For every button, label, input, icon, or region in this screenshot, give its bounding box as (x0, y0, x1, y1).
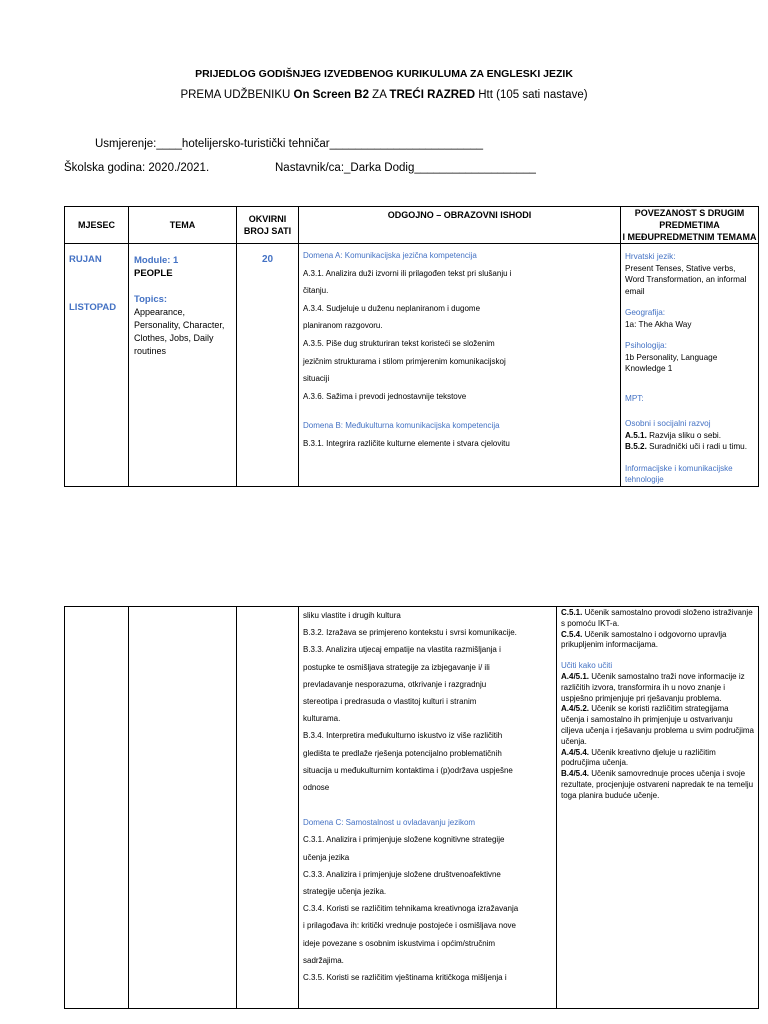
outcome-line: ideje povezane s osobnim iskustvima i općim/stručnim (303, 938, 496, 948)
subtitle-grade: TREĆI RAZRED (389, 89, 476, 101)
month-cell (65, 244, 129, 487)
osr-a51 (625, 430, 754, 442)
geografija-text: 1a: The Akha Way (625, 319, 692, 329)
hrvatski-text: Present Tenses, Stative verbs, Word Transformation, an informal email (625, 263, 747, 296)
outcome-line: postupke te osmišljava strategije za izbjegavanje i/ ili (303, 662, 490, 672)
uku-a451 (561, 672, 754, 704)
outcome-line: sliku vlastite i drugih kultura (303, 611, 401, 620)
header-mjesec: MJESEC (65, 207, 129, 244)
header-tema: TEMA (129, 207, 237, 244)
text-a451: Učenik samostalno traži nove informacije iz različitih izvora, transformira ih u novo znanje i uspješno primjenjuje pri rješavanju problema. (561, 671, 745, 703)
month-listopad: LISTOPAD (69, 302, 117, 313)
outcome-line: stereotipa i predrasuda o vlastitoj kulturi i stranim (303, 697, 477, 707)
school-year: Školska godina: 2020./2021. (64, 162, 210, 174)
outcome-line: prevladavanje nesporazuma, otkrivanje i razgradnju (303, 679, 487, 689)
outcome-line: C.3.3. Analizira i primjenjuje složene društvenoafektivne (303, 869, 501, 879)
uku-a454 (561, 748, 754, 770)
outcome-line: situaciji (303, 374, 330, 384)
geografija-label: Geografija: (625, 308, 666, 317)
outcome-line: i prilagođava ih: kritički vrednuje postojeće i osmišljava nove (303, 921, 516, 931)
hours-cell: 20 (237, 244, 299, 487)
code-a452: A.4/5.2. (561, 704, 590, 714)
outcome-line: odnose (303, 783, 330, 793)
module-title: PEOPLE (134, 268, 173, 279)
outcome-line: A.3.5. Piše dug strukturiran tekst koristeći se složenim (303, 338, 495, 348)
theme-cell (129, 244, 237, 487)
outcome-line: gledišta te predlaže rješenja potencijalno problematičnih (303, 748, 502, 758)
table-header-row (65, 207, 759, 244)
hours-cell-empty (237, 607, 299, 1009)
outcome-line: A.3.6. Sažima i prevodi jednostavnije tekstove (303, 391, 467, 401)
curriculum-table-page2 (64, 606, 759, 1009)
psihologija-label: Psihologija: (625, 341, 667, 350)
outcome-line: B.3.3. Analizira utjecaj empatije na vlastita razmišljanja i (303, 645, 501, 655)
outcomes-cell (299, 244, 621, 487)
code-a451: A.4/5.1. (561, 671, 590, 681)
curriculum-table-page1 (64, 206, 759, 487)
usmjerenje-line: Usmjerenje:____hotelijersko-turistički tehničar________________________ (95, 138, 484, 150)
text-b52: Suradnički uči i radi u timu. (646, 442, 747, 451)
header-okvirni-2: BROJ SATI (243, 226, 292, 236)
code-c54: C.5.4. (561, 629, 583, 639)
outcome-line: planiranom razgovoru. (303, 321, 383, 331)
outcome-line: situacija u međukulturnim kontaktima i (p)održava uspješne (303, 765, 513, 775)
outcomes-cell (299, 607, 557, 1009)
document-title: PRIJEDLOG GODIŠNJEG IZVEDBENOG KURIKULUMA ZA ENGLESKI JEZIK (195, 68, 573, 80)
text-c51: Učenik samostalno provodi složeno istraživanje s pomoću IKT-a. (561, 608, 753, 628)
header-povezanost-2: I MEĐUPREDMETNIM TEMAMA (622, 232, 757, 242)
mpt-label: MPT: (625, 393, 644, 403)
header-okvirni-1: OKVIRNI (248, 214, 287, 224)
code-b454: B.4/5.4. (561, 769, 590, 779)
domena-a: Domena A: Komunikacijska jezična kompetencija (303, 251, 477, 260)
psihologija-text: 1b Personality, Language Knowledge 1 (625, 352, 718, 373)
teacher-line: Nastavnik/ca:_Darka Dodig___________________ (275, 162, 536, 174)
document-subtitle (0, 89, 768, 101)
outcome-line: jezičnim strukturama i stilom primjerenim komunikacijskoj (303, 356, 506, 366)
outcome-line: sadržajima. (303, 955, 344, 965)
code-c51: C.5.1. (561, 608, 583, 617)
outcome-line: čitanju. (303, 286, 329, 296)
osr-label: Osobni i socijalni razvoj (625, 419, 711, 428)
outcome-line: C.3.4. Koristi se različitim tehnikama kreativnoga izražavanja (303, 904, 519, 914)
outcome-line: A.3.4. Sudjeluje u duženu neplaniranom i dugome (303, 303, 481, 313)
ikt-c54 (561, 630, 754, 652)
outcome-line: C.3.5. Koristi se različitim vještinama kritičkoga mišljenja i (303, 973, 507, 983)
module-number: Module: 1 (134, 255, 179, 266)
uku-label: Učiti kako učiti (561, 661, 613, 671)
code-a51: A.5.1. (625, 430, 647, 440)
table-row (65, 244, 759, 487)
outcome-line: strategije učenja jezika. (303, 887, 387, 897)
month-cell-empty (65, 607, 129, 1009)
header-ishodi: ODGOJNO – OBRAZOVNI ISHODI (299, 207, 621, 244)
topics-list: Appearance, Personality, Character, Clothes, Jobs, Daily routines (134, 307, 225, 356)
outcome-line: učenja jezika (303, 852, 350, 862)
subtitle-suffix: Htt (105 sati nastave) (475, 89, 588, 101)
subtitle-prefix: PREMA UDŽBENIKU (180, 89, 294, 101)
text-c54: Učenik samostalno i odgovorno upravlja prikupljenim informacijama. (561, 629, 727, 650)
relations-cell (557, 607, 759, 1009)
uku-b454 (561, 769, 754, 801)
outcome-line: B.3.2. Izražava se primjereno kontekstu i svrsi komunikacije. (303, 628, 517, 638)
hrvatski-label: Hrvatski jezik: (625, 252, 676, 261)
code-b52: B.5.2. (625, 442, 647, 451)
header-okvirni (237, 207, 299, 244)
text-b454: Učenik samovrednuje proces učenja i svoje rezultate, procjenjuje ostvareni napredak te na temelju toga planira buduće učenje. (561, 769, 754, 800)
topics-label: Topics: (134, 294, 168, 305)
ikt-label: Informacijske i komunikacijske tehnologije (625, 463, 733, 484)
domena-b: Domena B: Međukulturna komunikacijska kompetencija (303, 421, 500, 431)
relations-cell (621, 244, 759, 487)
text-a51: Razvija sliku o sebi. (646, 430, 722, 440)
outcome-line: A.3.1. Analizira duži izvorni ili prilagođen tekst pri slušanju i (303, 268, 512, 278)
outcome-line: B.3.1. Integrira različite kulturne elemente i stvara cjelovitu (303, 438, 510, 448)
theme-cell-empty (129, 607, 237, 1009)
text-a452: Učenik se koristi različitim strategijama učenja i samostalno ih primjenjuje u ostvarivanju ciljeva učenja i rješavanju problema u svim područjima učenja. (561, 704, 754, 746)
subtitle-book: On Screen B2 (293, 89, 369, 101)
header-povezanost (621, 207, 759, 244)
uku-a452 (561, 704, 754, 747)
text-a454: Učenik kreativno djeluje u različitim područjima učenja. (561, 747, 716, 768)
osr-b52 (625, 441, 754, 453)
table-row (65, 607, 759, 1009)
subtitle-mid: ZA (368, 89, 390, 101)
outcome-line: B.3.4. Interpretira međukulturno iskustvo iz više različitih (303, 731, 503, 741)
ikt-c51 (561, 608, 754, 630)
month-rujan: RUJAN (69, 254, 102, 265)
outcome-line: C.3.1. Analizira i primjenjuje složene kognitivne strategije (303, 835, 505, 845)
header-povezanost-1: POVEZANOST S DRUGIM PREDMETIMA (634, 208, 745, 230)
domena-c: Domena C: Samostalnost u ovladavanju jezikom (303, 818, 476, 828)
code-a454: A.4/5.4. (561, 747, 590, 757)
outcome-line: kulturama. (303, 714, 341, 724)
